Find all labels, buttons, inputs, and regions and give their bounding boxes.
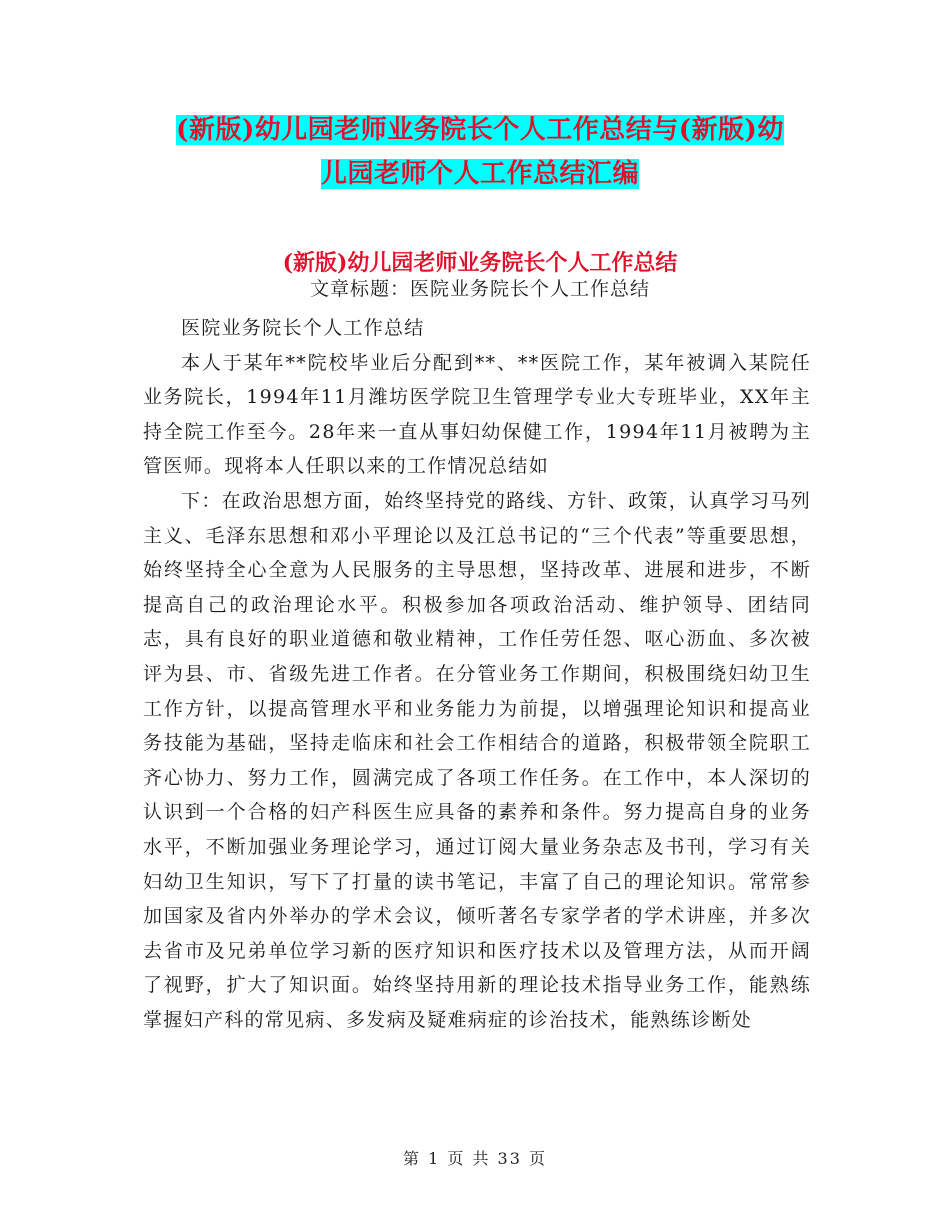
document-title-line-2 xyxy=(140,152,820,196)
title-highlight-1: (新版)幼儿园老师业务院长个人工作总结与(新版)幼 xyxy=(176,115,784,145)
article-label: 文章标题：医院业务院长个人工作总结 xyxy=(309,278,650,300)
body-text xyxy=(143,311,811,1037)
document-title-line-1 xyxy=(140,108,820,152)
paragraph: 下：在政治思想方面，始终坚持党的路线、方针、政策，认真学习马列主义、毛泽东思想和邓小平理论以及江总书记的“三个代表”等重要思想，始终坚持全心全意为人民服务的主导思想，坚持改革、进展和进步，不断提高自己的政治理论水平。积极参加各项政治活动、维护领导、团结同志，具有良好的职业道德和敬业精神，工作任劳任怨、呕心沥血、多次被评为县、市、省级先进工作者。在分管业务工作期间，积极围绕妇幼卫生工作方针，以提高管理水平和业务能力为前提，以增强理论知识和提高业务技能为基础，坚持走临床和社会工作相结合的道路，积极带领全院职工齐心协力、努力工作，圆满完成了各项工作任务。在工作中，本人深切的认识到一个合格的妇产科医生应具备的素养和条件。努力提高自身的业务水平，不断加强业务理论学习，通过订阅大量业务杂志及书刊，学习有关妇幼卫生知识，写下了打量的读书笔记，丰富了自己的理论知识。常常参加国家及省内外举办的学术会议，倾听著名专家学者的学术讲座，并多次去省市及兄弟单位学习新的医疗知识和医疗技术以及管理方法，从而开阔了视野，扩大了知识面。始终坚持用新的理论技术指导业务工作，能熟练掌握妇产科的常见病、多发病及疑难病症的诊治技术，能熟练诊断处 xyxy=(143,489,811,1031)
paragraph: 本人于某年**院校毕业后分配到**、**医院工作，某年被调入某院任业务院长，1994年11月潍坊医学院卫生管理学专业大专班毕业，XX年主持全院工作至今。28年来一直从事妇幼保健工作，1994年11月被聘为主管医师。现将本人任职以来的工作情况总结如 xyxy=(143,351,811,478)
page-footer: 第 1 页 共 33 页 xyxy=(403,1149,547,1168)
paragraph: 医院业务院长个人工作总结 xyxy=(181,317,425,339)
section-heading: (新版)幼儿园老师业务院长个人工作总结 xyxy=(282,250,678,276)
title-highlight-2: 儿园老师个人工作总结汇编 xyxy=(320,159,639,189)
